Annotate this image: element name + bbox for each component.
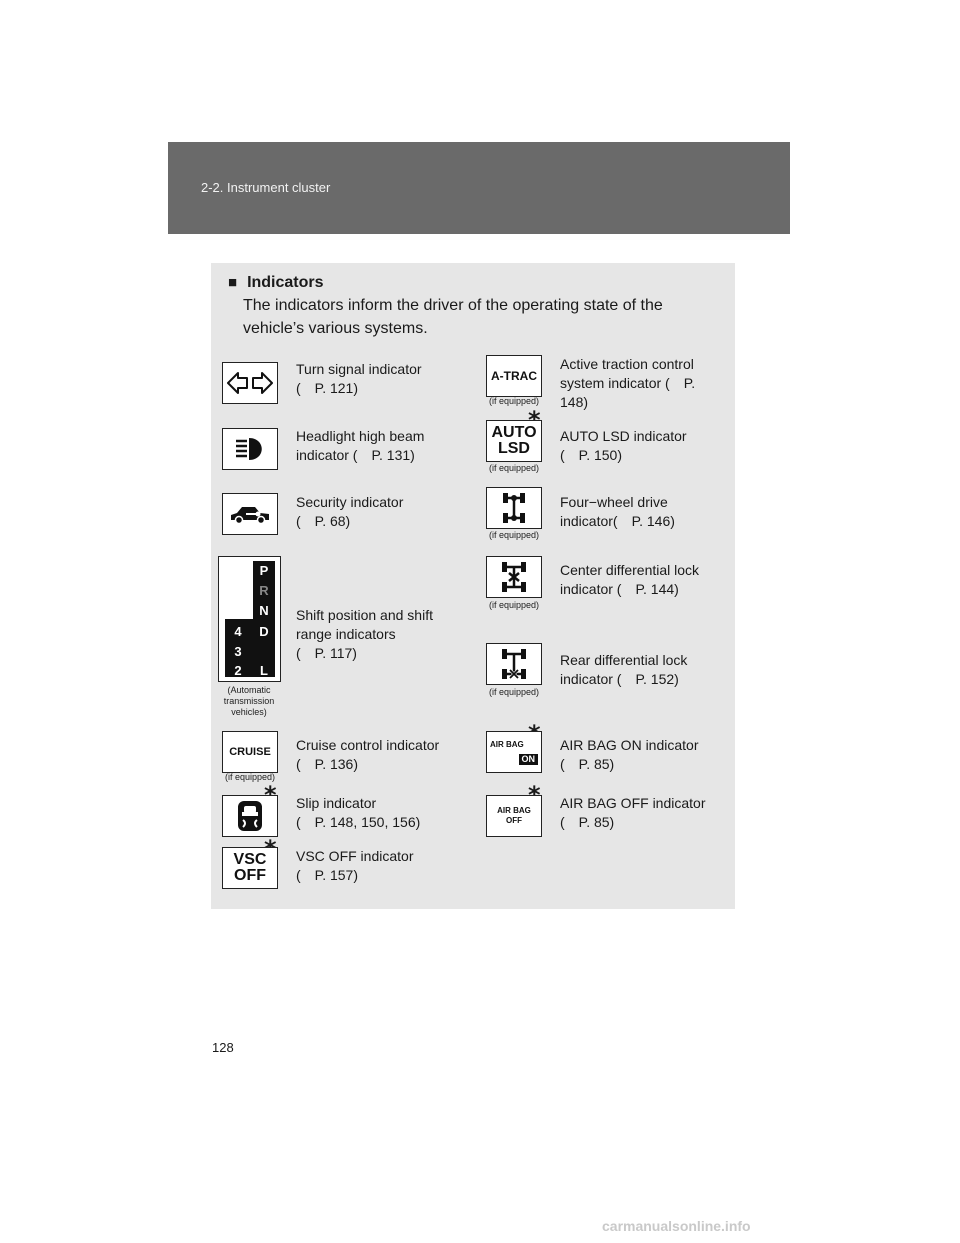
shift-letter-2: 2 (233, 663, 242, 678)
rear-diff-description (560, 651, 687, 689)
auto-lsd-label: AUTO LSD indicator (560, 428, 687, 444)
section-header-band (168, 142, 790, 234)
airbag-off-icon (486, 795, 542, 837)
four-wheel-drive-description (560, 493, 675, 531)
shift-caption (204, 685, 294, 718)
a-trac-description (560, 355, 695, 412)
cruise-label: Cruise control indicator (296, 737, 440, 753)
center-diff-label: Center differential lock (560, 562, 700, 578)
headlight-high-beam-icon (222, 428, 278, 470)
center-diff-page-ref: indicator ( P. 144) (560, 581, 679, 597)
shift-page-ref: ( P. 117) (296, 645, 357, 661)
page-number: 128 (212, 1040, 234, 1055)
auto-lsd-icon (486, 420, 542, 462)
shift-position-icon (218, 556, 281, 682)
vsc-off-icon (222, 847, 278, 889)
heading-text: Indicators (247, 274, 324, 291)
shift-label-line1: Shift position and shift (296, 607, 433, 623)
indicators-heading (228, 274, 324, 292)
shift-letter-r: R (258, 583, 269, 598)
airbag-off-icon-line2: OFF (506, 816, 522, 825)
cruise-control-icon (222, 731, 278, 773)
four-wheel-drive-icon (486, 487, 542, 529)
rear-differential-lock-icon (486, 643, 542, 685)
security-label: Security indicator (296, 494, 404, 510)
shift-label-line2: range indicators (296, 626, 396, 642)
airbag-on-icon-body (487, 732, 541, 772)
turn-signal-description (296, 360, 422, 398)
shift-letter-n: N (258, 603, 269, 618)
rear-diff-label: Rear differential lock (560, 652, 688, 668)
center-differential-lock-icon (486, 556, 542, 598)
a-trac-label-line1: Active traction control (560, 356, 694, 372)
shift-caption-line2: transmission (223, 696, 275, 706)
headlight-page-ref: indicator ( P. 131) (296, 447, 415, 463)
cruise-page-ref: ( P. 136) (296, 756, 358, 772)
shift-letter-l: L (259, 663, 268, 678)
turn-signal-label: Turn signal indicator (296, 361, 422, 377)
shift-letter-4: 4 (233, 624, 242, 639)
auto-lsd-icon-text (491, 425, 536, 457)
auto-lsd-if-equipped: (if equipped) (488, 463, 540, 473)
turn-signal-icon (222, 362, 278, 404)
slip-description (296, 794, 420, 832)
heading-bullet: ■ (228, 274, 238, 291)
cruise-description (296, 736, 439, 774)
shift-description (296, 606, 433, 663)
four-wheel-drive-page-ref: indicator( P. 146) (560, 513, 675, 529)
rear-diff-page-ref: indicator ( P. 152) (560, 671, 679, 687)
four-wheel-drive-if-equipped: (if equipped) (488, 530, 540, 540)
auto-lsd-page-ref: ( P. 150) (560, 447, 622, 463)
turn-signal-page-ref: ( P. 121) (296, 380, 358, 396)
shift-caption-line3: vehicles) (231, 707, 267, 717)
airbag-off-label: AIR BAG OFF indicator (560, 795, 706, 811)
airbag-on-icon (486, 731, 542, 773)
vsc-off-icon-text (234, 852, 267, 884)
vsc-off-description (296, 847, 413, 885)
vsc-icon-line1: VSC (233, 851, 267, 868)
section-title: 2-2. Instrument cluster (201, 180, 331, 195)
indicators-intro: The indicators inform the driver of the operating state of the vehicle’s various systems. (243, 297, 663, 337)
headlight-label: Headlight high beam (296, 428, 425, 444)
four-wheel-drive-label: Four−wheel drive (560, 494, 668, 510)
watermark: carmanualsonline.info (602, 1218, 751, 1234)
auto-lsd-icon-line1: AUTO (491, 424, 537, 441)
center-diff-if-equipped: (if equipped) (488, 600, 540, 610)
airbag-on-description (560, 736, 699, 774)
shift-letter-3: 3 (233, 644, 242, 659)
shift-letter-p: P (259, 563, 268, 578)
a-trac-icon-text: A-TRAC (491, 369, 537, 383)
slip-indicator-icon (222, 795, 278, 837)
rear-diff-if-equipped: (if equipped) (488, 687, 540, 697)
auto-lsd-icon-line2: LSD (497, 440, 530, 457)
a-trac-label-line2: system indicator ( P. (560, 375, 696, 391)
auto-lsd-description (560, 427, 687, 465)
slip-label: Slip indicator (296, 795, 377, 811)
shift-letter-d: D (258, 624, 269, 639)
airbag-off-page-ref: ( P. 85) (560, 814, 615, 830)
airbag-on-badge: ON (519, 754, 539, 765)
a-trac-page-ref: 148) (560, 394, 589, 410)
airbag-off-icon-line1: AIR BAG (497, 806, 531, 815)
security-page-ref: ( P. 68) (296, 513, 351, 529)
security-car-icon (222, 493, 278, 535)
cruise-icon-text: CRUISE (229, 745, 271, 758)
headlight-description (296, 427, 424, 465)
a-trac-if-equipped: (if equipped) (488, 396, 540, 406)
center-diff-description (560, 561, 699, 599)
vsc-off-page-ref: ( P. 157) (296, 867, 358, 883)
airbag-off-icon-text (497, 806, 531, 826)
airbag-on-page-ref: ( P. 85) (560, 756, 615, 772)
vsc-icon-line2: OFF (234, 867, 266, 884)
slip-page-ref: ( P. 148, 150, 156) (296, 814, 421, 830)
airbag-on-label: AIR BAG ON indicator (560, 737, 699, 753)
cruise-if-equipped: (if equipped) (224, 772, 276, 782)
airbag-on-icon-text: AIR BAG (490, 740, 524, 749)
airbag-off-description (560, 794, 705, 832)
shift-caption-line1: (Automatic (227, 685, 271, 695)
security-description (296, 493, 403, 531)
a-trac-icon (486, 355, 542, 397)
vsc-off-label: VSC OFF indicator (296, 848, 414, 864)
